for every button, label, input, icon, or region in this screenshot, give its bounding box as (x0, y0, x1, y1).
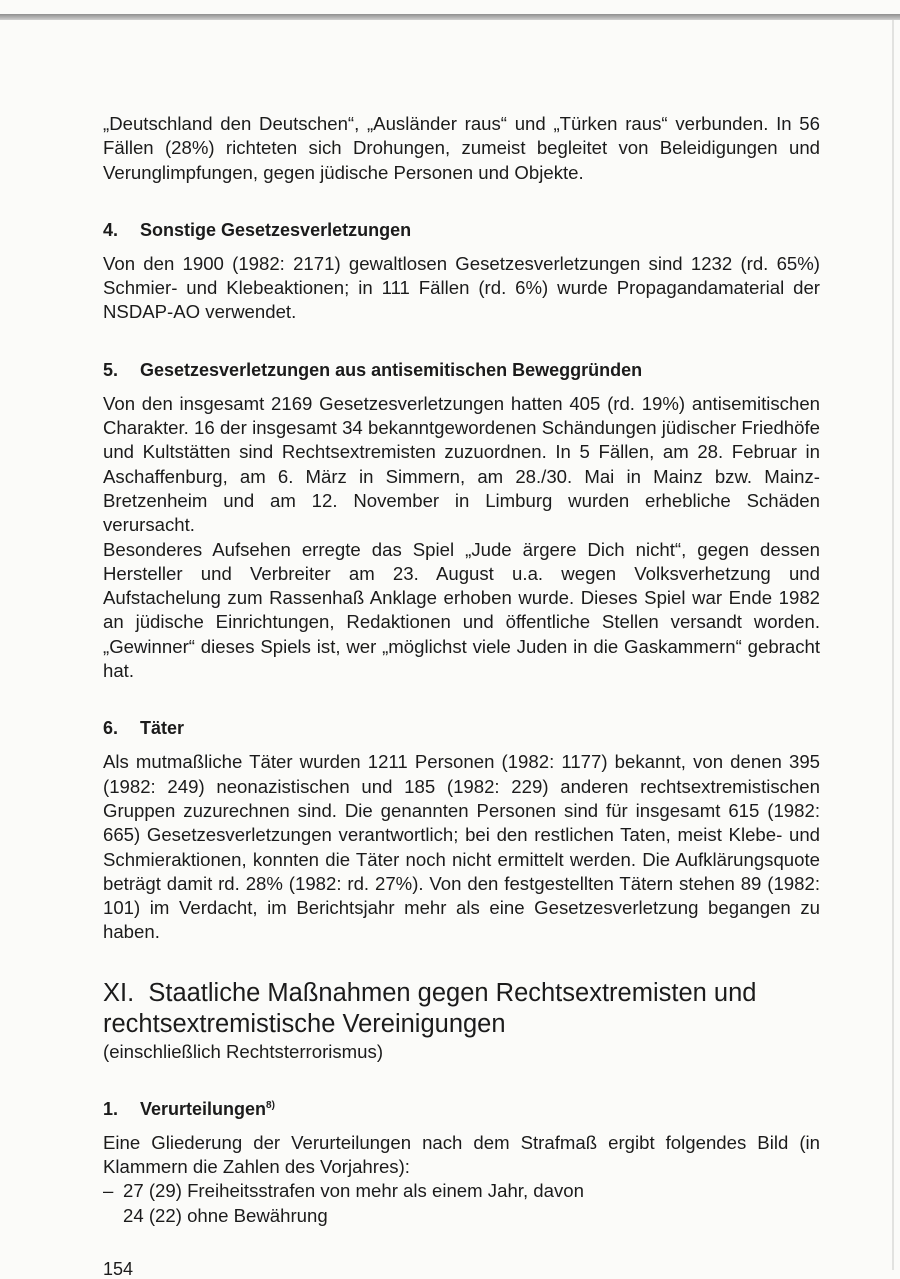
section-title-wrap (140, 1097, 275, 1121)
section-6 (103, 716, 820, 944)
chapter-title-line-2: rechtsextremistische Vereinigungen (103, 1009, 506, 1038)
scan-right-edge (892, 20, 894, 1270)
section-title: Täter (140, 718, 185, 739)
list-item-text (123, 1179, 584, 1228)
document-page (103, 112, 820, 1228)
chapter-xi (103, 978, 820, 1064)
section-heading (103, 1097, 820, 1121)
section-paragraph: Besonderes Aufsehen erregte das Spiel „Jude ärgere Dich nicht“, gegen dessen Hersteller und Verbreiter am 23. August u.a. wegen Volksverhetzung und Aufstachelung zum Rassenhaß Anklage erhoben wurde. Dieses Spiel war Ende 1982 an jüdische Einrichtungen, Redaktionen und öffentliche Stellen versandt worden. „Gewinner“ dieses Spiels ist, wer „möglichst viele Juden in die Gaskammern“ gebracht hat. (103, 538, 820, 682)
section-heading (103, 218, 820, 242)
chapter-subtitle: (einschließlich Rechtsterrorismus) (103, 1040, 384, 1062)
section-title: Verurteilungen (140, 1098, 267, 1119)
section-paragraph: Von den insgesamt 2169 Gesetzesverletzungen hatten 405 (rd. 19%) antisemitischen Charakter. 16 der insgesamt 34 bekanntgewordenen Schändungen jüdischer Friedhöfe und Kultstätten sind Rechtsextremisten zuzuordnen. In 5 Fällen, am 28. Februar in Aschaffenburg, am 6. März in Simmern, am 28./30. Mai in Mainz bzw. Mainz-Bretzenheim und am 12. November in Limburg wurden erhebliche Schäden verursacht. (103, 392, 820, 536)
chapter-title-line-1: XI. Staatliche Maßnahmen gegen Rechtsextremisten und (103, 978, 757, 1007)
list-item (103, 1179, 820, 1228)
section-title: Gesetzesverletzungen aus antisemitischen Beweggründen (140, 359, 643, 380)
list-dash: – (103, 1180, 114, 1202)
section-paragraph: Als mutmaßliche Täter wurden 1211 Personen (1982: 1177) bekannt, von denen 395 (1982: 249) neonazistischen und 185 (1982: 229) anderen rechtsextremistischen Gruppen zuzurechnen sind. Die genannten Personen sind für insgesamt 615 (1982: 665) Gesetzesverletzungen verantwortlich; bei den restlichen Taten, meist Klebe- und Schmieraktionen, konnten die Täter noch nicht ermittelt werden. Die Aufklärungsquote beträgt damit rd. 28% (1982: rd. 27%). Von den festgestellten Tätern stehen 89 (1982: 101) im Verdacht, im Berichtsjahr mehr als eine Gesetzesverletzung begangen zu haben. (103, 751, 820, 943)
section-number: 6. (103, 718, 119, 739)
section-number: 1. (103, 1098, 119, 1119)
section-paragraph: Von den 1900 (1982: 2171) gewaltlosen Gesetzesverletzungen sind 1232 (rd. 65%) Schmier- und Klebeaktionen; in 111 Fällen (rd. 6%) wurde Propagandamaterial der NSDAP-AO verwendet. (103, 252, 820, 323)
section-number: 4. (103, 219, 119, 240)
section-title: Sonstige Gesetzesverletzungen (140, 219, 412, 240)
section-5 (103, 358, 820, 684)
scan-top-edge (0, 14, 900, 20)
section-paragraph: Eine Gliederung der Verurteilungen nach dem Strafmaß ergibt folgendes Bild (in Klammern die Zahlen des Vorjahres): (103, 1131, 820, 1178)
list-item-line: 27 (29) Freiheitsstrafen von mehr als einem Jahr, davon (123, 1180, 584, 1202)
sentence-list (103, 1179, 820, 1228)
section-heading (103, 716, 820, 740)
section-4 (103, 218, 820, 325)
section-heading (103, 358, 820, 382)
page-number: 154 (103, 1259, 134, 1279)
intro-paragraph: „Deutschland den Deutschen“, „Ausländer raus“ und „Türken raus“ verbunden. In 56 Fällen (28%) richteten sich Drohungen, zumeist begleitet von Beleidigungen und Verunglimpfungen, gegen jüdische Personen und Objekte. (103, 113, 820, 183)
footnote-marker: 8) (266, 1099, 275, 1111)
subsection-verurteilungen (103, 1097, 820, 1228)
section-number: 5. (103, 359, 119, 380)
list-item-line: 24 (22) ohne Bewährung (123, 1204, 328, 1226)
